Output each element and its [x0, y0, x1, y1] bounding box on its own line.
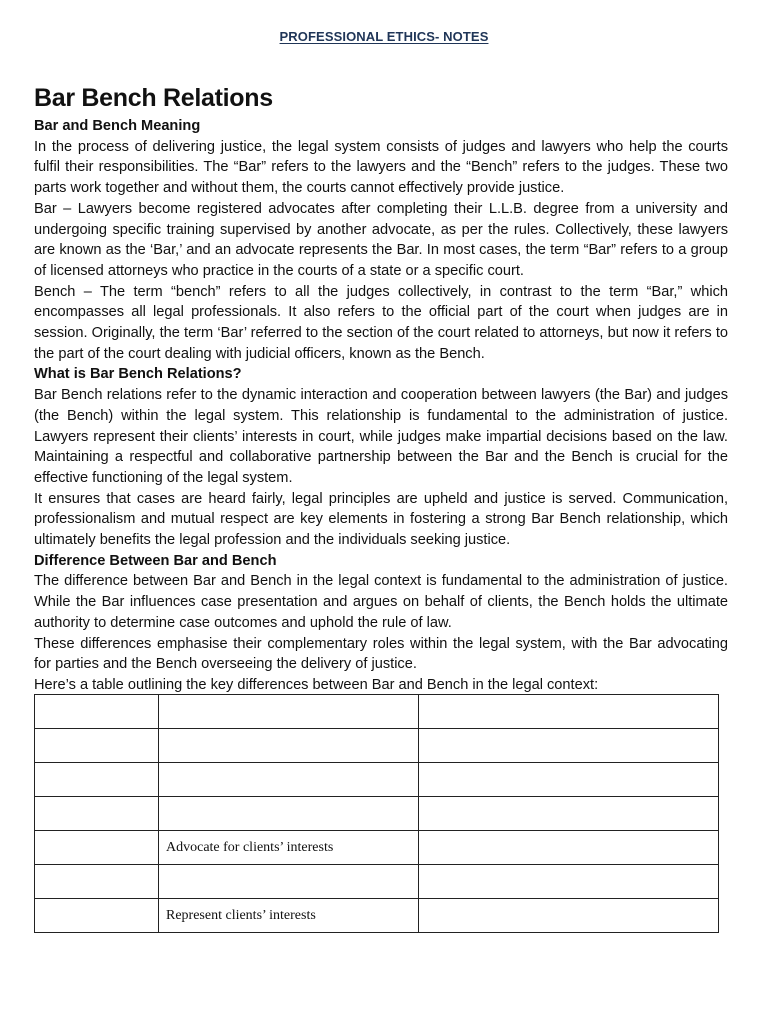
table-cell	[35, 797, 159, 831]
paragraph-relations-2: It ensures that cases are heard fairly, legal principles are upheld and justice is served. Communication, professionalism and mutual respect are key elements in fostering a strong Bar Bench relationship, which ultimately benefits the legal profession and the individuals seeking justice.	[34, 490, 728, 549]
table-cell	[35, 831, 159, 865]
section-heading-relations: What is Bar Bench Relations?	[34, 366, 242, 383]
table-cell	[159, 763, 419, 797]
table-cell	[159, 797, 419, 831]
table-cell	[159, 695, 419, 729]
table-cell	[419, 763, 719, 797]
table-cell: Advocate for clients’ interests	[159, 831, 419, 865]
section-heading-difference: Difference Between Bar and Bench	[34, 552, 277, 569]
table-cell	[419, 797, 719, 831]
paragraph-difference-2: These differences emphasise their complementary roles within the legal system, with the Bar advocating for parties and the Bench overseeing the delivery of justice.	[34, 635, 728, 673]
paragraph-relations-1: Bar Bench relations refer to the dynamic interaction and cooperation between lawyers (the Bar) and judges (the Bench) within the legal system. This relationship is fundamental to the administration of justice. Lawyers represent their clients’ interests in court, while judges make impartial decisions based on the law. Maintaining a respectful and collaborative partnership between the Bar and the Bench is crucial for the effective functioning of the legal system.	[34, 387, 728, 486]
table-cell	[35, 763, 159, 797]
table-cell	[419, 899, 719, 933]
header-label: PROFESSIONAL ETHICS- NOTES	[279, 29, 489, 44]
table-row	[35, 695, 719, 729]
table-cell	[159, 729, 419, 763]
paragraph-difference-1: The difference between Bar and Bench in the legal context is fundamental to the administration of justice. While the Bar influences case presentation and argues on behalf of clients, the Bench holds the ultimate authority to determine case outcomes and uphold the rule of law.	[34, 573, 728, 631]
table-row	[35, 797, 719, 831]
table-cell	[35, 729, 159, 763]
differences-table	[34, 694, 719, 933]
page-header	[0, 29, 768, 44]
table-row	[35, 899, 719, 933]
table-cell	[35, 899, 159, 933]
table-cell	[419, 865, 719, 899]
section-heading-meaning: Bar and Bench Meaning	[34, 118, 201, 134]
table-cell	[419, 695, 719, 729]
table-cell	[419, 729, 719, 763]
table-cell	[35, 865, 159, 899]
table-cell	[159, 865, 419, 899]
page-title: Bar Bench Relations	[34, 84, 273, 112]
paragraph-table-intro: Here’s a table outlining the key differences between Bar and Bench in the legal context:	[34, 676, 599, 693]
paragraph-bench-definition: Bench – The term “bench” refers to all the judges collectively, in contrast to the term “Bar,” which encompasses all legal professionals. It also refers to the official part of the court when judges are in session. Originally, the term ‘Bar’ referred to the section of the court related to attorneys, but now it refers to the part of the court dealing with judicial officers, known as the Bench.	[34, 283, 728, 362]
paragraph-meaning-intro: In the process of delivering justice, the legal system consists of judges and lawyers who help the courts fulfil their responsibilities. The “Bar” refers to the lawyers and the “Bench” refers to the judges. These two parts work together and without them, the courts cannot effectively provide justice.	[34, 138, 728, 197]
table-cell	[419, 831, 719, 865]
paragraph-bar-definition: Bar – Lawyers become registered advocates after completing their L.L.B. degree from a university and undergoing specific training supervised by another advocate, as per the rules. Collectively, these lawyers are known as the ‘Bar,’ and an advocate represents the Bar. In most cases, the term “Bar” refers to a group of licensed attorneys who practice in the courts of a state or a specific court.	[34, 200, 728, 279]
table-row	[35, 729, 719, 763]
table-cell	[35, 695, 159, 729]
table-cell: Represent clients’ interests	[159, 899, 419, 933]
table-row	[35, 865, 719, 899]
table-row	[35, 763, 719, 797]
table-row	[35, 831, 719, 865]
document-body	[34, 116, 728, 696]
